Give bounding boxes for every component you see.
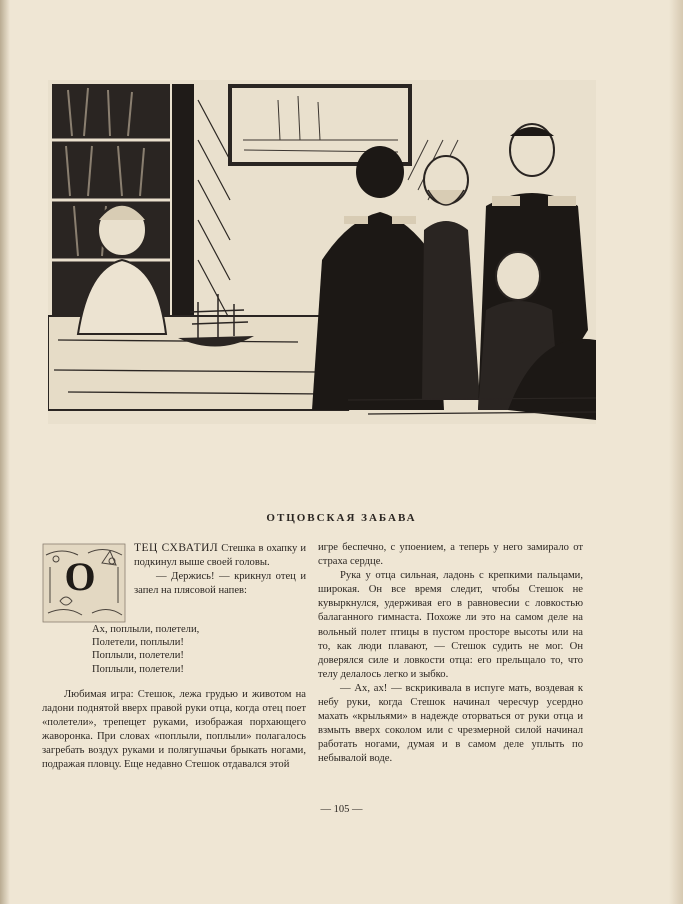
chapter-title: ОТЦОВСКАЯ ЗАБАВА [266, 512, 417, 524]
paragraph-1-rest: Стешка в охапку и подкинул выше своей головы. [134, 543, 306, 569]
paragraph-2: — Держись! — крикнул отец и запел на плясовой напев: [134, 571, 306, 597]
verse-line: Полетели, поплыли! [92, 637, 184, 649]
verse-line: Ах, поплыли, полетели, [92, 624, 200, 635]
page-number: — 105 — [320, 804, 363, 815]
illustration-boy-and-naval-officers [48, 80, 596, 424]
ornamental-dropcap [42, 543, 126, 623]
dropcap-letter: О [64, 554, 96, 599]
verse-block [42, 623, 306, 676]
page-edge-shadow-right [669, 0, 683, 904]
paragraph-4: Рука у отца сильная, ладонь с крепкими пальцами, широкая. Он все время следит, чтобы Стешок не кувыркнулся, удерживая его в равновесии с ловкостью балаганного гимнаста. Похоже ли это на самом деле на вольный полет птицы в пустом просторе высоты или на то, как люди плавают, — Стешок судить не мог. Он доверялся силе и ловкости отца: его прельщало то, что телу делалось легко и зыбко. [318, 570, 583, 680]
paragraph-3: Любимая игра: Стешок, лежа грудью и животом на ладони поднятой вверх правой руки отца, когда отец поет «полетели», трепещет руками, изображая порхающего жаворонка. При словах «поплыли, поплыли» полагалось загребать воздух руками и полягушачьи брыкать ногами, подражая пловцу. Еще недавно Стешок отдавался этой [42, 688, 306, 771]
text-column-right [318, 541, 583, 767]
page-edge-shadow [0, 0, 10, 904]
paragraph-5: — Ах, ах! — вскрикивала в испуге мать, воздевая к небу руки, когда Стешок начинал чересчур усердно махать «крыльями» в надежде оторваться от руки отца и взмыть вверх соколом или с чрезмерной силой начинал работать ногами, думая и в самом деле уплыть по небывалой воде. [318, 682, 583, 765]
verse-line: Поплыли, полетели! [92, 650, 184, 662]
lead-word: ТЕЦ СХВАТИЛ [134, 542, 219, 554]
text-column-left [42, 541, 306, 772]
paragraph-continuation: игре беспечно, с упоением, а теперь у него замирало от страха сердце. [318, 542, 583, 568]
verse-line: Поплыли, полетели! [92, 663, 184, 675]
